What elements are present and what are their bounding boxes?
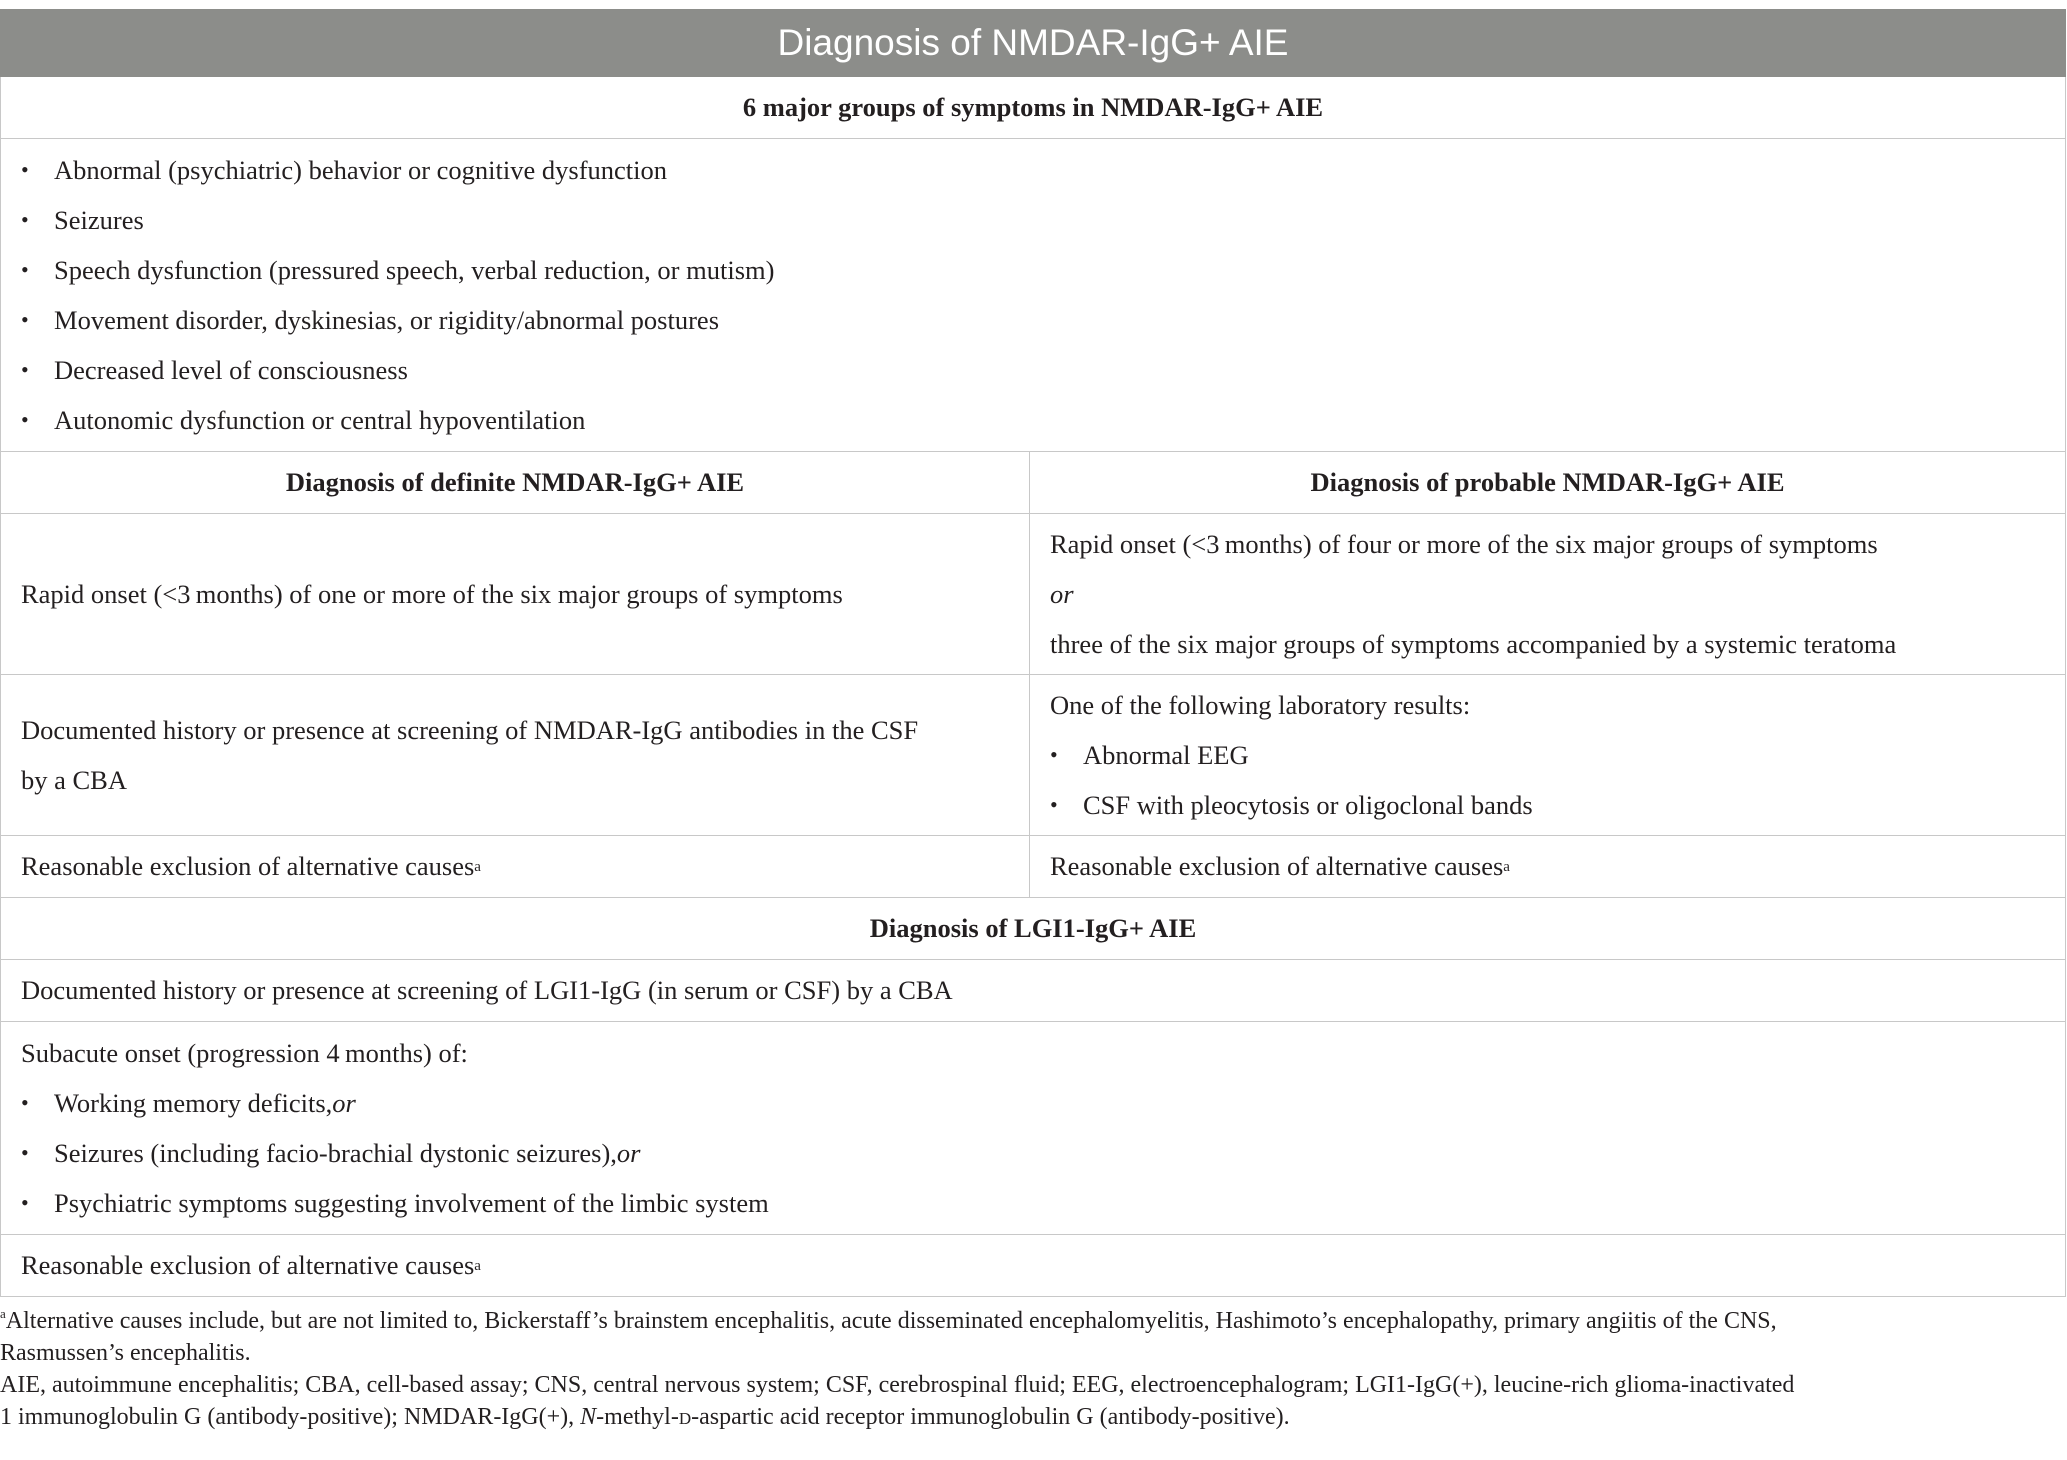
table-footnotes [0,1305,2066,1433]
lgi1-exclusion: Reasonable exclusion of alternative causes a [0,1235,2066,1297]
list-item: • Decreased level of consciousness [21,354,408,385]
list-item: • Psychiatric symptoms suggesting involvement of the limbic system [21,1187,769,1218]
bullet-icon: • [21,307,29,332]
bullet-icon: • [1050,792,1058,817]
lgi1-heading: Diagnosis of LGI1-IgG+ AIE [0,898,2066,960]
major-groups-heading: 6 major groups of symptoms in NMDAR-IgG+ AIE [0,77,2066,139]
list-item: • Autonomic dysfunction or central hypoventilation [21,404,586,435]
footnote-line: Rasmussen’s encephalitis. [0,1340,251,1366]
list-item: • Abnormal (psychiatric) behavior or cognitive dysfunction [21,154,668,185]
table-row [0,675,2066,836]
criteria-header-row [0,452,2066,514]
bullet-icon: • [21,1090,29,1115]
probable-onset-or: or [1050,578,1074,609]
table-row [0,514,2066,675]
definite-onset: Rapid onset (<3 months) of one or more of the six major groups of symptoms [21,578,843,609]
list-item: • Movement disorder, dyskinesias, or rigidity/abnormal postures [21,304,720,335]
major-groups-list [0,139,2066,452]
probable-exclusion: Reasonable exclusion of alternative causes a [1050,851,1510,881]
lgi1-history: Documented history or presence at screening of LGI1-IgG (in serum or CSF) by a CBA [0,960,2066,1022]
footnote-line: $^a$Alternative causes include, but are not limited to, Bickerstaff’s brainstem encephalitis, acute disseminated encephalomyelitis, Hashimoto’s encephalopathy, primary angiitis of the CNS, [0,1306,1777,1334]
lgi1-onset [0,1022,2066,1235]
probable-onset-3: three of the six major groups of symptoms accompanied by a systemic teratoma [1050,628,1897,659]
table-title: Diagnosis of NMDAR-IgG+ AIE [0,9,2066,77]
lgi1-onset-intro: Subacute onset (progression 4 months) of: [21,1037,468,1068]
definite-exclusion: Reasonable exclusion of alternative causes a [21,851,481,881]
definite-heading: Diagnosis of definite NMDAR-IgG+ AIE [1,452,1030,513]
bullet-icon: • [21,257,29,282]
bullet-icon: • [21,1140,29,1165]
bullet-icon: • [21,1190,29,1215]
definite-antibody-1: Documented history or presence at screening of NMDAR-IgG antibodies in the CSF [21,714,919,745]
list-item: • Working memory deficits, or [21,1087,356,1118]
list-item: • Speech dysfunction (pressured speech, verbal reduction, or mutism) [21,254,775,285]
abbreviations-line: 1 immunoglobulin G (antibody-positive); NMDAR-IgG(+), N-methyl-d-aspartic acid receptor immunoglobulin G (antibody-positive). [0,1404,1290,1430]
bullet-icon: • [1050,742,1058,767]
bullet-icon: • [21,407,29,432]
footnote-mark: a [0,1306,6,1321]
bullet-icon: • [21,357,29,382]
abbreviations-line: AIE, autoimmune encephalitis; CBA, cell-based assay; CNS, central nervous system; CSF, cerebrospinal fluid; EEG, electroencephalogram; LGI1-IgG(+), leucine-rich glioma-inactivated [0,1372,1795,1398]
bullet-icon: • [21,207,29,232]
list-item: • Seizures (including facio-brachial dystonic seizures), or [21,1137,641,1168]
probable-heading: Diagnosis of probable NMDAR-IgG+ AIE [1310,467,1785,497]
list-item: • CSF with pleocytosis or oligoclonal bands [1050,789,1533,820]
table-row [0,836,2066,898]
bullet-icon: • [21,157,29,182]
list-item: • Seizures [21,204,144,235]
definite-antibody-2: by a CBA [21,764,127,795]
probable-onset-1: Rapid onset (<3 months) of four or more of the six major groups of symptoms [1050,528,1878,559]
list-item: • Abnormal EEG [1050,739,1249,770]
diagnosis-table [0,9,2066,1297]
probable-lab-intro: One of the following laboratory results: [1050,689,1471,720]
